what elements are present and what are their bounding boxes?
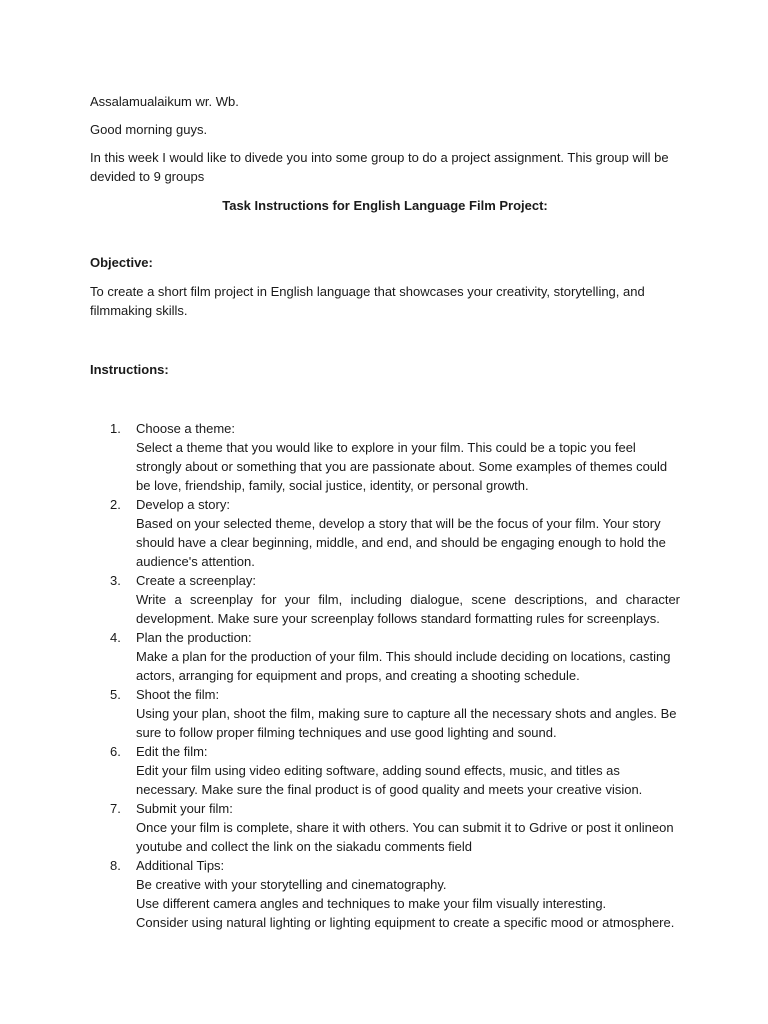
- step-title: Choose a theme:: [136, 421, 236, 436]
- list-item: [90, 799, 680, 856]
- step-number: 8.: [110, 858, 121, 873]
- step-number: 2.: [110, 497, 121, 512]
- step-body: Edit your film using video editing software, adding sound effects, music, and titles as necessary. Make sure the final product is of good quality and meets your creative vision.: [136, 763, 643, 797]
- morning-text: Good morning guys.: [90, 122, 208, 137]
- step-number: 5.: [110, 687, 121, 702]
- tip-line: Consider using natural lighting or lighting equipment to create a specific mood or atmosphere.: [136, 915, 675, 930]
- instructions-heading: Instructions:: [90, 362, 169, 377]
- tip-line: Be creative with your storytelling and cinematography.: [136, 877, 447, 892]
- step-body: Based on your selected theme, develop a story that will be the focus of your film. Your story should have a clear beginning, middle, and end, and should be engaging enough to hold the audience's attention.: [136, 516, 666, 569]
- greeting-text: Assalamualaikum wr. Wb.: [90, 94, 239, 109]
- list-item: [90, 685, 680, 742]
- step-number: 6.: [110, 744, 121, 759]
- step-title: Develop a story:: [136, 497, 230, 512]
- document-title: Task Instructions for English Language Film Project:: [222, 198, 548, 213]
- step-body: Using your plan, shoot the film, making sure to capture all the necessary shots and angles. Be sure to follow proper filming techniques and use good lighting and sound.: [136, 706, 677, 740]
- instructions-list: [90, 419, 680, 932]
- list-item: [90, 856, 680, 932]
- step-number: 7.: [110, 801, 121, 816]
- list-item: [90, 495, 680, 571]
- step-title: Plan the production:: [136, 630, 252, 645]
- objective-text: To create a short film project in English language that showcases your creativity, storytelling, and filmmaking skills.: [90, 284, 645, 318]
- list-item: [90, 419, 680, 495]
- step-body: Select a theme that you would like to explore in your film. This could be a topic you feel strongly about or something that you are passionate about. Some examples of themes could be love, friendship, family, social justice, identity, or personal growth.: [136, 440, 668, 493]
- step-number: 3.: [110, 573, 121, 588]
- list-item: [90, 571, 680, 628]
- list-item: [90, 742, 680, 799]
- step-body: Once your film is complete, share it with others. You can submit it to Gdrive or post it onlineon youtube and collect the link on the siakadu comments field: [136, 820, 674, 854]
- objective-heading: Objective:: [90, 255, 153, 270]
- step-body: Make a plan for the production of your film. This should include deciding on locations, casting actors, arranging for equipment and props, and creating a shooting schedule.: [136, 649, 671, 683]
- step-number: 4.: [110, 630, 121, 645]
- step-title: Additional Tips:: [136, 858, 225, 873]
- step-title: Create a screenplay:: [136, 573, 256, 588]
- intro-text: In this week I would like to divede you into some group to do a project assignment. This group will be devided to 9 groups: [90, 150, 669, 184]
- tip-line: Use different camera angles and techniques to make your film visually interesting.: [136, 896, 607, 911]
- step-title: Shoot the film:: [136, 687, 220, 702]
- step-title: Edit the film:: [136, 744, 208, 759]
- list-item: [90, 628, 680, 685]
- step-body: Write a screenplay for your film, including dialogue, scene descriptions, and character development. Make sure your screenplay follows standard formatting rules for screenplays.: [136, 592, 680, 626]
- step-title: Submit your film:: [136, 801, 233, 816]
- document-page: [90, 92, 680, 932]
- step-number: 1.: [110, 421, 121, 436]
